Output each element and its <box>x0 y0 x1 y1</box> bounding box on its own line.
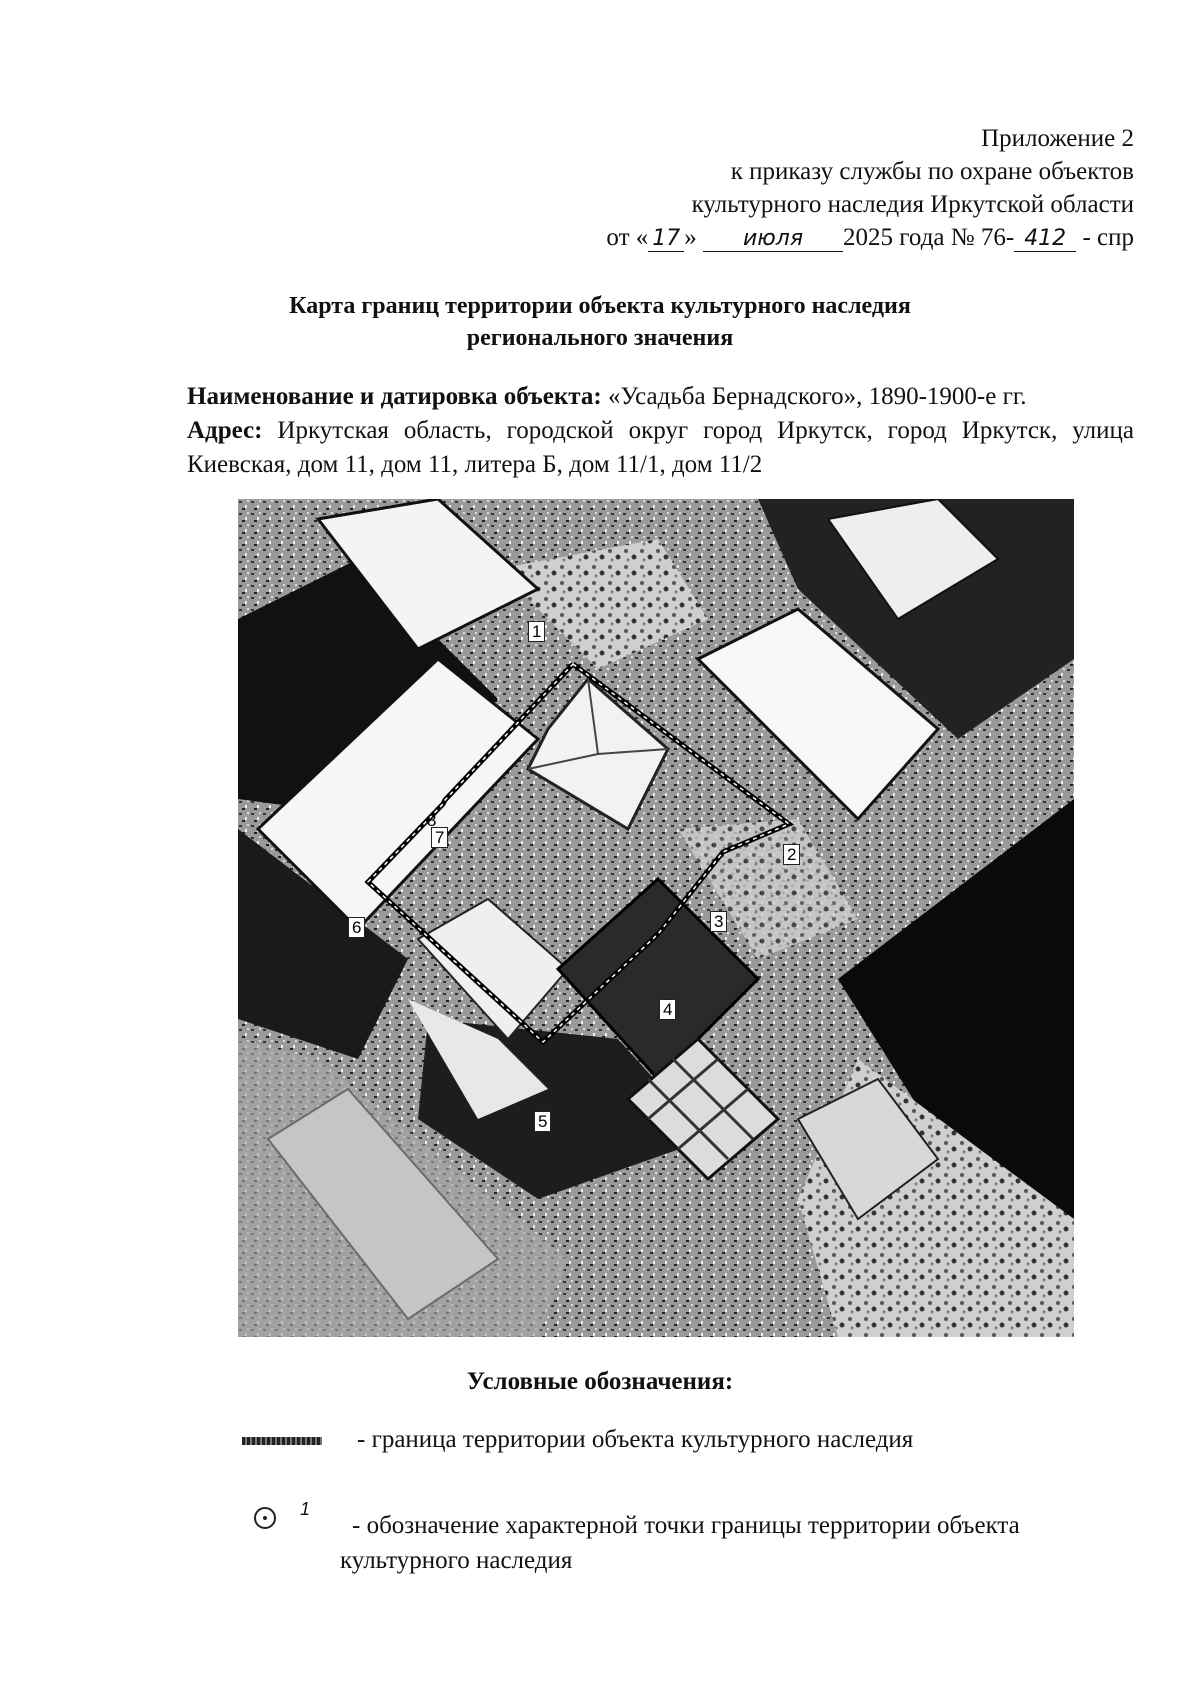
number-suffix: - спр <box>1082 224 1134 251</box>
point-marker-icon <box>254 1507 276 1529</box>
document-title <box>0 290 1200 354</box>
title-line-1: Карта границ территории объекта культурного наследия <box>289 293 911 319</box>
legend-point-text <box>340 1508 1112 1578</box>
point-label-4: 4 <box>659 999 676 1020</box>
legend-boundary-symbol <box>242 1437 322 1445</box>
legend-boundary-text: - граница территории объекта культурного наследия <box>357 1426 914 1453</box>
object-name-row <box>187 380 1134 414</box>
appendix-line-3: культурного наследия Иркутской области <box>691 191 1134 218</box>
date-prefix: от « <box>606 224 649 251</box>
appendix-line-1: Приложение 2 <box>981 125 1134 152</box>
address-label: Адрес: <box>187 417 263 444</box>
legend-point-number: 1 <box>300 1499 311 1519</box>
appendix-line-2: к приказу службы по охране объектов <box>730 158 1134 185</box>
handwritten-day: 17 <box>648 227 684 252</box>
year-text: 2025 года № 76- <box>843 224 1015 251</box>
address-row <box>187 414 1134 482</box>
title-line-2: регионального значения <box>466 325 734 351</box>
object-name-value: «Усадьба Бернадского», 1890-1900-е гг. <box>607 383 1027 410</box>
handwritten-month: июля <box>703 227 843 252</box>
aerial-map <box>238 499 1074 1337</box>
object-info <box>187 380 1134 482</box>
point-label-1: 1 <box>528 621 545 642</box>
legend-point-text-line-2: культурного наследия <box>340 1547 573 1574</box>
date-mid: » <box>684 224 697 251</box>
handwritten-number: 412 <box>1014 227 1076 252</box>
legend-point-text-line-1: - обозначение характерной точки границы территории объекта <box>352 1512 1020 1539</box>
object-name-label: Наименование и датировка объекта: <box>187 383 602 410</box>
point-label-8: 8 <box>427 811 437 830</box>
appendix-date-line <box>606 221 1134 254</box>
point-label-7: 7 <box>431 827 448 848</box>
point-label-2: 2 <box>783 844 800 865</box>
legend-title: Условные обозначения: <box>466 1368 734 1395</box>
appendix-header <box>606 122 1134 254</box>
point-label-6: 6 <box>348 917 365 938</box>
point-label-5: 5 <box>534 1111 551 1132</box>
address-value: Иркутская область, городской округ город Иркутск, город Иркутск, улица Киевская, дом 11, дом 11, литера Б, дом 11/1, дом 11/2 <box>187 417 1135 478</box>
point-label-3: 3 <box>710 911 727 932</box>
